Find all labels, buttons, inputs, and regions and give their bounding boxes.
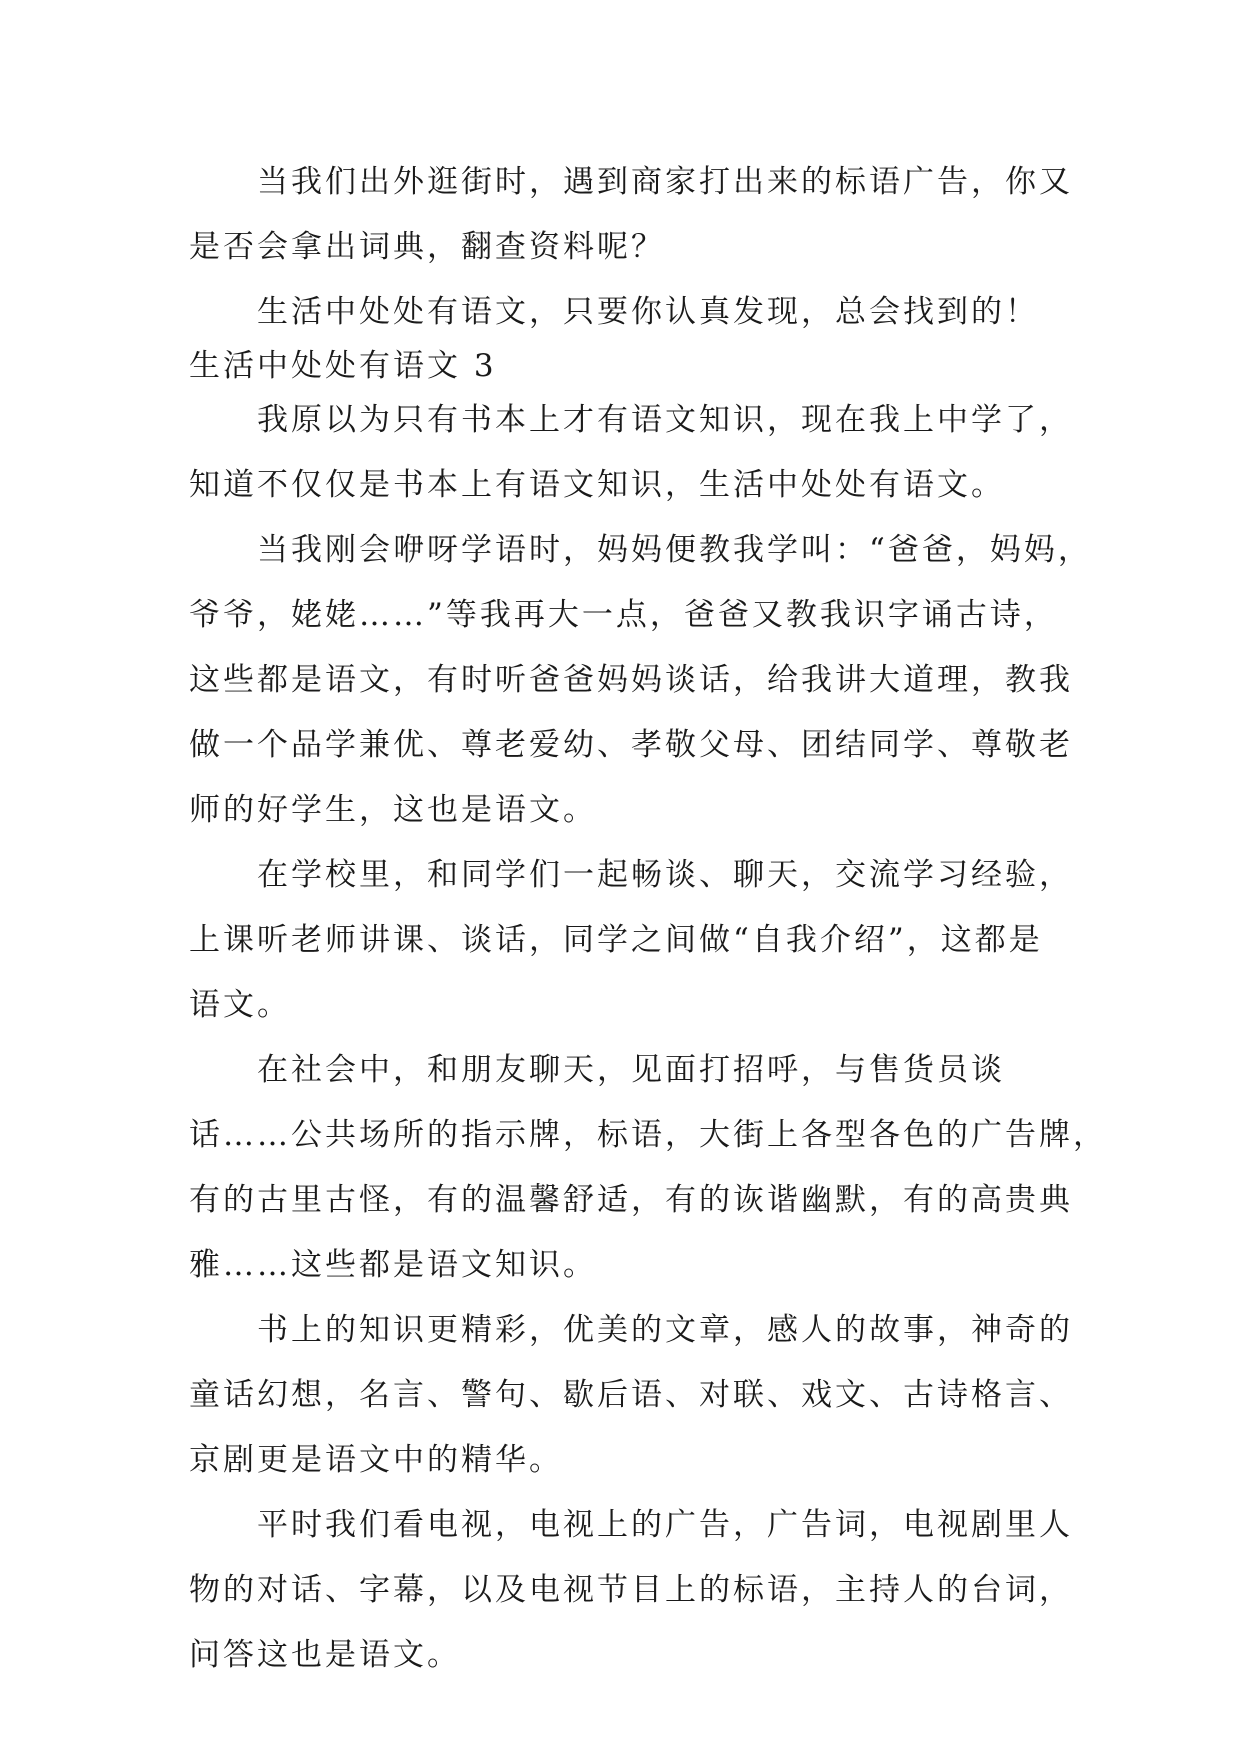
text-line: 这些都是语文，有时听爸爸妈妈谈话，给我讲大道理，教我: [189, 662, 1073, 698]
text-line: 当我刚会咿呀学语时，妈妈便教我学叫：“爸爸，妈妈，: [257, 532, 1092, 568]
text-line: 童话幻想，名言、警句、歇后语、对联、戏文、古诗格言、: [189, 1377, 1073, 1413]
text-line: 平时我们看电视，电视上的广告，广告词，电视剧里人: [257, 1507, 1073, 1543]
text-line: 师的好学生，这也是语文。: [189, 792, 597, 828]
text-line: 书上的知识更精彩，优美的文章，感人的故事，神奇的: [257, 1312, 1073, 1348]
text-line: 在社会中，和朋友聊天，见面打招呼，与售货员谈: [257, 1052, 1005, 1088]
text-line: 爷爷，姥姥……”等我再大一点，爸爸又教我识字诵古诗，: [189, 597, 1058, 633]
text-line: 生活中处处有语文，只要你认真发现，总会找到的！: [257, 294, 1039, 330]
text-line: 在学校里，和同学们一起畅谈、聊天，交流学习经验，: [257, 857, 1073, 893]
text-line: 我原以为只有书本上才有语文知识，现在我上中学了，: [257, 402, 1073, 438]
section-heading: 生活中处处有语文 3: [189, 348, 497, 384]
text-line: 物的对话、字幕，以及电视节目上的标语，主持人的台词，: [189, 1572, 1073, 1608]
text-line: 做一个品学兼优、尊老爱幼、孝敬父母、团结同学、尊敬老: [189, 727, 1073, 763]
text-line: 知道不仅仅是书本上有语文知识，生活中处处有语文。: [189, 467, 1005, 503]
text-line: 问答这也是语文。: [189, 1637, 461, 1673]
text-line: 语文。: [189, 987, 291, 1023]
text-line: 上课听老师讲课、谈话，同学之间做“自我介绍”，这都是: [189, 922, 1043, 958]
text-line: 有的古里古怪，有的温馨舒适，有的诙谐幽默，有的高贵典: [189, 1182, 1073, 1218]
text-line: 雅……这些都是语文知识。: [189, 1247, 597, 1283]
text-line: 是否会拿出词典，翻查资料呢？: [189, 229, 665, 265]
text-line: 话……公共场所的指示牌，标语，大街上各型各色的广告牌，: [189, 1117, 1107, 1153]
text-line: 当我们出外逛街时，遇到商家打出来的标语广告，你又: [257, 164, 1073, 200]
text-line: 京剧更是语文中的精华。: [189, 1442, 563, 1478]
